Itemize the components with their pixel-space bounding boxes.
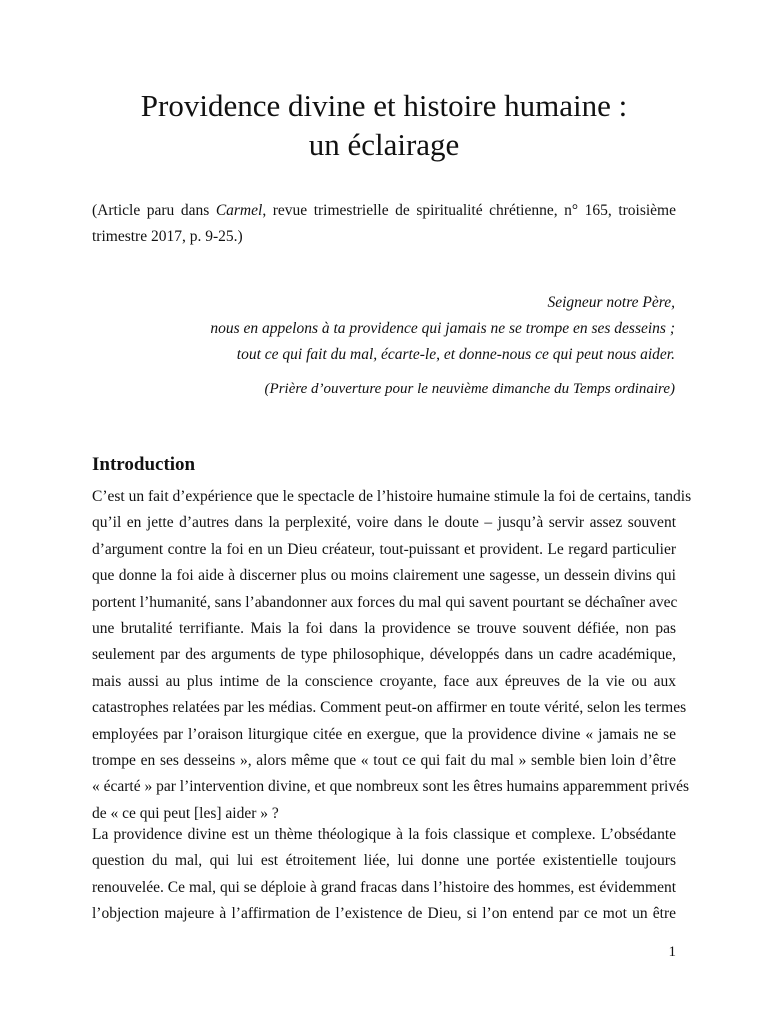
paragraph-line: question du mal, qui lui est étroitement liée, lui donne une portée existentielle toujours [92,852,676,870]
paragraph-line: renouvelée. Ce mal, qui se déploie à grand fracas dans l’histoire des hommes, est évidemment [92,878,676,896]
paragraph-line: d’argument contre la foi en un Dieu créateur, tout-puissant et provident. Le regard particulier [92,540,676,558]
source-suffix: , revue trimestrielle de spiritualité chrétienne, n° 165, troisième trimestre 2017, p. 9-25.) [92,202,676,245]
paragraph-line: portent l’humanité, sans l’abandonner aux forces du mal qui savent pourtant se déchaîner avec [92,593,678,611]
title-line-1: Providence divine et histoire humaine : [140,88,628,123]
paragraph-line: La providence divine est un thème théologique à la fois classique et complexe. L’obsédante [92,826,676,843]
paragraph-line: que donne la foi aide à discerner plus ou moins clairement une sagesse, un dessein divins qui [92,567,676,585]
article-source-note [92,198,676,250]
paragraph-line: de « ce qui peut [les] aider » ? [92,804,279,822]
title-line-2: un éclairage [308,127,460,162]
source-prefix: (Article paru dans [92,202,216,219]
paragraph-line: catastrophes relatées par les médias. Comment peut-on affirmer en toute vérité, selon les termes [92,699,687,717]
paragraph-line: « écarté » par l’intervention divine, et que nombreux sont les êtres humains apparemment privés [92,778,689,796]
paragraph-line: C’est un fait d’expérience que le spectacle de l’histoire humaine stimule la foi de certains, tandis [92,488,692,505]
paragraph-line: employées par l’oraison liturgique citée en exergue, que la providence divine « jamais ne se [92,725,676,743]
section-heading: Introduction [92,454,196,475]
epigraph-source: (Prière d’ouverture pour le neuvième dimanche du Temps ordinaire) [264,381,675,397]
epigraph [115,290,675,368]
paragraph-line: mais aussi au plus intime de la conscience croyante, face aux épreuves de la vie ou aux [92,672,676,690]
paragraph-line: l’objection majeure à l’affirmation de l’existence de Dieu, si l’on entend par ce mot un être [92,905,676,923]
page-number: 1 [668,944,676,960]
paragraph-line: qu’il en jette d’autres dans la perplexité, voire dans le doute – jusqu’à servir assez souvent [92,514,676,532]
epigraph-line-1: Seigneur notre Père, [547,294,675,311]
paragraph-2 [92,822,676,928]
epigraph-line-3: tout ce qui fait du mal, écarte-le, et donne-nous ce qui peut nous aider. [236,346,675,363]
paragraph-1 [92,484,692,827]
paragraph-line: seulement par des arguments de type philosophique, développés dans un cadre académique, [92,646,676,664]
journal-name: Carmel [215,202,263,219]
epigraph-line-2: nous en appelons à ta providence qui jamais ne se trompe en ses desseins ; [210,320,675,337]
document-title [60,86,708,164]
paragraph-line: trompe en ses desseins », alors même que « tout ce qui fait du mal » semble bien loin d’être [92,752,676,770]
paragraph-line: une brutalité terrifiante. Mais la foi dans la providence se trouve souvent défiée, non pas [92,620,676,638]
